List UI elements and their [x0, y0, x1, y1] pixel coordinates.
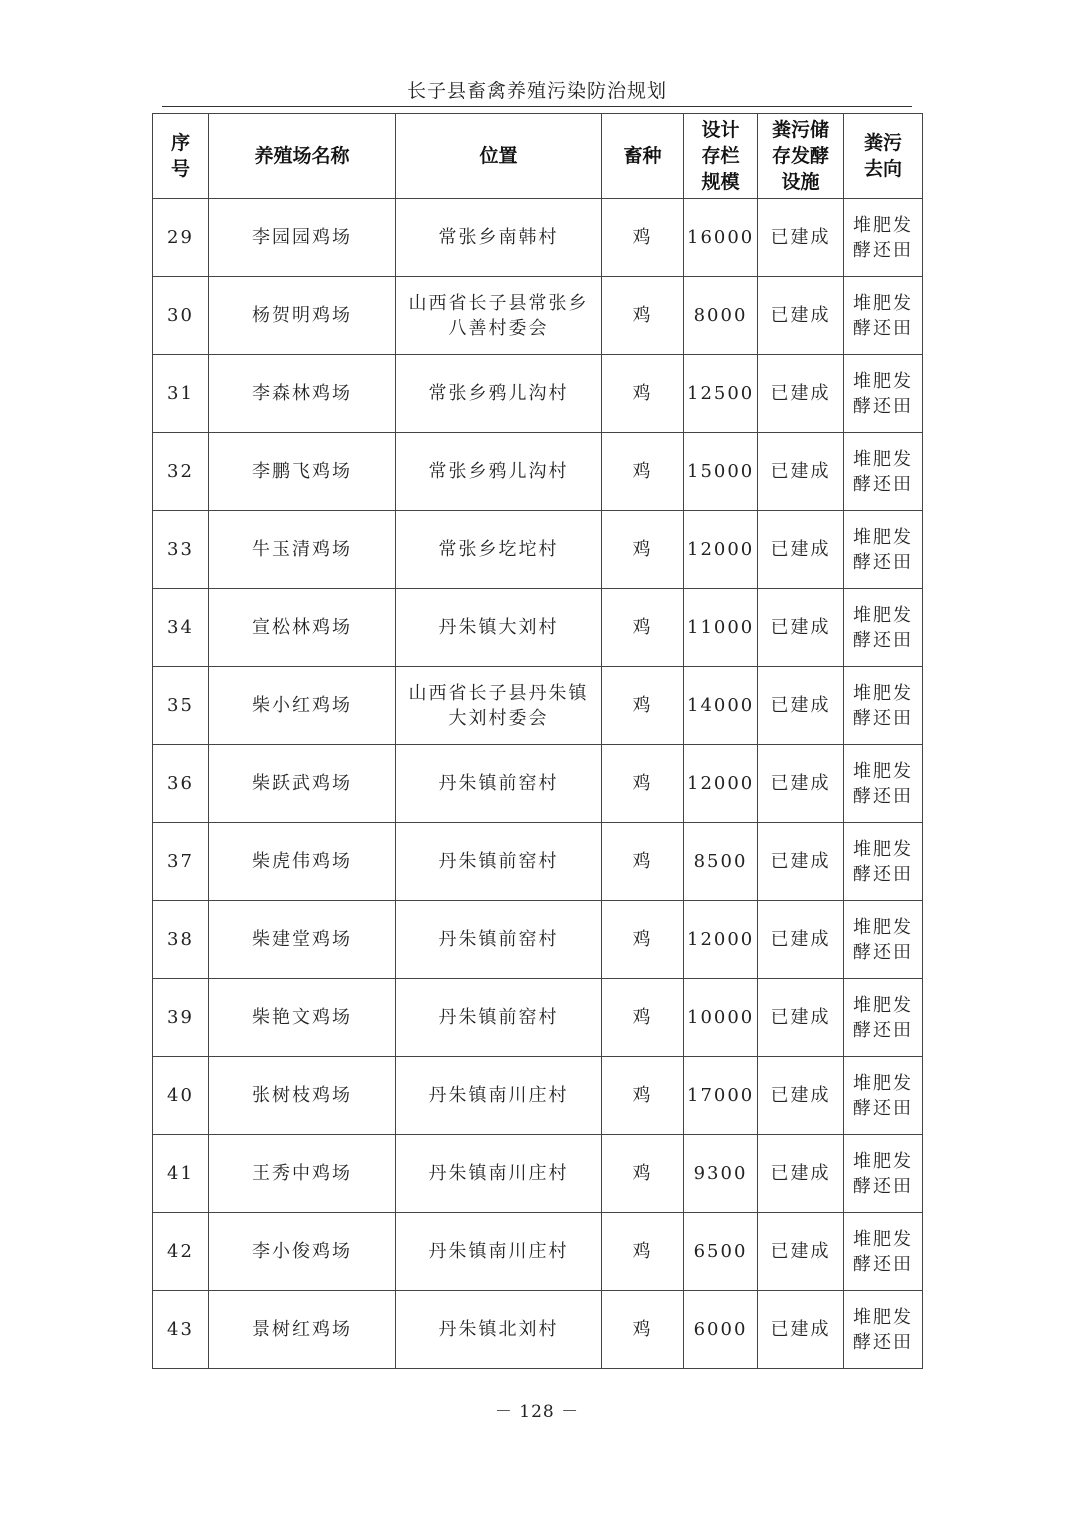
cell-index: 38 [153, 901, 209, 979]
table-header [153, 114, 923, 199]
cell-farm-name: 李小俊鸡场 [209, 1213, 396, 1291]
cell-livestock: 鸡 [602, 199, 684, 277]
table-row [153, 1057, 923, 1135]
cell-scale: 10000 [684, 979, 758, 1057]
cell-scale: 12000 [684, 745, 758, 823]
cell-scale: 15000 [684, 433, 758, 511]
cell-location: 丹朱镇前窑村 [396, 979, 602, 1057]
cell-location: 山西省长子县常张乡八善村委会 [396, 277, 602, 355]
cell-livestock: 鸡 [602, 1135, 684, 1213]
cell-index: 30 [153, 277, 209, 355]
header-design-capacity: 设计存栏规模 [684, 114, 758, 199]
cell-scale: 6000 [684, 1291, 758, 1369]
cell-facility: 已建成 [758, 823, 844, 901]
cell-location: 常张乡南韩村 [396, 199, 602, 277]
header-rule [162, 106, 912, 107]
cell-farm-name: 牛玉清鸡场 [209, 511, 396, 589]
header-location: 位置 [396, 114, 602, 199]
table-row [153, 199, 923, 277]
table-body [153, 199, 923, 1369]
cell-destination: 堆肥发酵还田 [844, 277, 923, 355]
cell-livestock: 鸡 [602, 433, 684, 511]
cell-livestock: 鸡 [602, 745, 684, 823]
cell-scale: 14000 [684, 667, 758, 745]
cell-scale: 6500 [684, 1213, 758, 1291]
cell-livestock: 鸡 [602, 355, 684, 433]
cell-farm-name: 柴艳文鸡场 [209, 979, 396, 1057]
cell-facility: 已建成 [758, 745, 844, 823]
cell-destination: 堆肥发酵还田 [844, 589, 923, 667]
cell-scale: 12000 [684, 511, 758, 589]
table-row [153, 511, 923, 589]
cell-location: 丹朱镇北刘村 [396, 1291, 602, 1369]
cell-farm-name: 李森林鸡场 [209, 355, 396, 433]
cell-destination: 堆肥发酵还田 [844, 823, 923, 901]
cell-farm-name: 柴虎伟鸡场 [209, 823, 396, 901]
cell-location: 丹朱镇前窑村 [396, 823, 602, 901]
cell-index: 35 [153, 667, 209, 745]
cell-facility: 已建成 [758, 589, 844, 667]
cell-index: 31 [153, 355, 209, 433]
cell-index: 37 [153, 823, 209, 901]
table-row [153, 1135, 923, 1213]
table-row [153, 433, 923, 511]
cell-livestock: 鸡 [602, 1213, 684, 1291]
cell-location: 丹朱镇南川庄村 [396, 1057, 602, 1135]
header-manure-facility: 粪污储存发酵设施 [758, 114, 844, 199]
cell-scale: 12000 [684, 901, 758, 979]
cell-farm-name: 景树红鸡场 [209, 1291, 396, 1369]
table-row [153, 745, 923, 823]
table-row [153, 901, 923, 979]
cell-location: 丹朱镇大刘村 [396, 589, 602, 667]
cell-location: 常张乡鸦儿沟村 [396, 355, 602, 433]
cell-farm-name: 柴小红鸡场 [209, 667, 396, 745]
table-row [153, 1291, 923, 1369]
cell-farm-name: 杨贺明鸡场 [209, 277, 396, 355]
cell-index: 32 [153, 433, 209, 511]
cell-destination: 堆肥发酵还田 [844, 979, 923, 1057]
cell-facility: 已建成 [758, 277, 844, 355]
cell-livestock: 鸡 [602, 901, 684, 979]
cell-farm-name: 柴建堂鸡场 [209, 901, 396, 979]
cell-livestock: 鸡 [602, 511, 684, 589]
cell-destination: 堆肥发酵还田 [844, 355, 923, 433]
cell-livestock: 鸡 [602, 1057, 684, 1135]
header-index: 序号 [153, 114, 209, 199]
cell-location: 丹朱镇南川庄村 [396, 1135, 602, 1213]
header-livestock: 畜种 [602, 114, 684, 199]
cell-facility: 已建成 [758, 1135, 844, 1213]
cell-scale: 16000 [684, 199, 758, 277]
cell-index: 39 [153, 979, 209, 1057]
table-row [153, 277, 923, 355]
header-manure-destination: 粪污去向 [844, 114, 923, 199]
cell-livestock: 鸡 [602, 589, 684, 667]
cell-index: 43 [153, 1291, 209, 1369]
cell-destination: 堆肥发酵还田 [844, 1057, 923, 1135]
cell-index: 33 [153, 511, 209, 589]
cell-destination: 堆肥发酵还田 [844, 1135, 923, 1213]
cell-farm-name: 李鹏飞鸡场 [209, 433, 396, 511]
cell-destination: 堆肥发酵还田 [844, 511, 923, 589]
cell-facility: 已建成 [758, 667, 844, 745]
cell-livestock: 鸡 [602, 277, 684, 355]
cell-livestock: 鸡 [602, 979, 684, 1057]
cell-index: 40 [153, 1057, 209, 1135]
cell-scale: 8000 [684, 277, 758, 355]
cell-scale: 17000 [684, 1057, 758, 1135]
cell-farm-name: 宣松林鸡场 [209, 589, 396, 667]
cell-destination: 堆肥发酵还田 [844, 667, 923, 745]
cell-facility: 已建成 [758, 511, 844, 589]
cell-livestock: 鸡 [602, 823, 684, 901]
cell-facility: 已建成 [758, 1057, 844, 1135]
cell-index: 42 [153, 1213, 209, 1291]
page-header-title: 长子县畜禽养殖污染防治规划 [406, 80, 667, 102]
cell-facility: 已建成 [758, 901, 844, 979]
table-row [153, 355, 923, 433]
cell-destination: 堆肥发酵还田 [844, 199, 923, 277]
cell-index: 36 [153, 745, 209, 823]
cell-location: 山西省长子县丹朱镇大刘村委会 [396, 667, 602, 745]
table-row [153, 823, 923, 901]
table-row [153, 667, 923, 745]
cell-livestock: 鸡 [602, 1291, 684, 1369]
cell-destination: 堆肥发酵还田 [844, 745, 923, 823]
cell-location: 丹朱镇前窑村 [396, 901, 602, 979]
table-row [153, 1213, 923, 1291]
cell-farm-name: 柴跃武鸡场 [209, 745, 396, 823]
cell-index: 29 [153, 199, 209, 277]
cell-farm-name: 李园园鸡场 [209, 199, 396, 277]
cell-destination: 堆肥发酵还田 [844, 433, 923, 511]
cell-facility: 已建成 [758, 1291, 844, 1369]
cell-facility: 已建成 [758, 979, 844, 1057]
cell-destination: 堆肥发酵还田 [844, 1291, 923, 1369]
cell-location: 丹朱镇前窑村 [396, 745, 602, 823]
cell-scale: 11000 [684, 589, 758, 667]
cell-index: 34 [153, 589, 209, 667]
header-farm-name: 养殖场名称 [209, 114, 396, 199]
cell-scale: 8500 [684, 823, 758, 901]
cell-location: 常张乡圪坨村 [396, 511, 602, 589]
cell-livestock: 鸡 [602, 667, 684, 745]
cell-facility: 已建成 [758, 199, 844, 277]
cell-index: 41 [153, 1135, 209, 1213]
cell-destination: 堆肥发酵还田 [844, 901, 923, 979]
cell-location: 丹朱镇南川庄村 [396, 1213, 602, 1291]
cell-facility: 已建成 [758, 433, 844, 511]
cell-farm-name: 张树枝鸡场 [209, 1057, 396, 1135]
page-number: － 128 － [494, 1402, 580, 1422]
cell-destination: 堆肥发酵还田 [844, 1213, 923, 1291]
cell-facility: 已建成 [758, 1213, 844, 1291]
cell-facility: 已建成 [758, 355, 844, 433]
cell-farm-name: 王秀中鸡场 [209, 1135, 396, 1213]
table-row [153, 979, 923, 1057]
header-row [153, 114, 923, 199]
table-row [153, 589, 923, 667]
cell-scale: 12500 [684, 355, 758, 433]
cell-location: 常张乡鸦儿沟村 [396, 433, 602, 511]
cell-scale: 9300 [684, 1135, 758, 1213]
farm-table [152, 113, 923, 1369]
